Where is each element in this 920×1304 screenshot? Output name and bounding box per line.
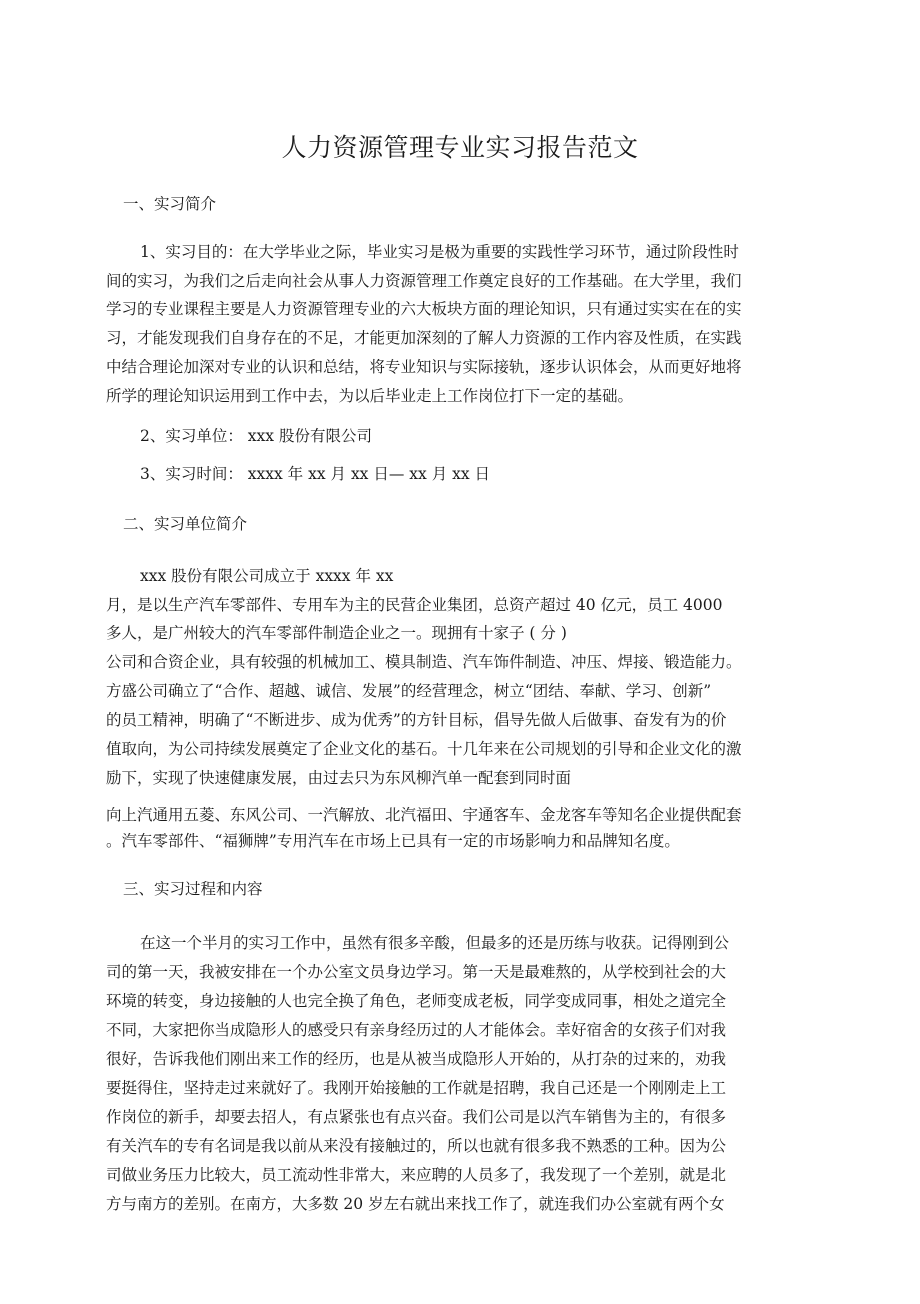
process-line: 司的第一天，我被安排在一个办公室文员身边学习。第一天是最难熬的，从学校到社会的大 (106, 963, 727, 981)
internship-time: 3、实习时间： xxxx 年 xx 月 xx 日— xx 月 xx 日 (140, 465, 491, 483)
purpose-line: 学习的专业课程主要是人力资源管理专业的六大板块方面的理论知识，只有通过实实在在的实 (106, 300, 742, 318)
section-heading-intro: 一、实习简介 (123, 195, 217, 213)
company-line: 的员工精神，明确了“不断进步、成为优秀”的方针目标，倡导先做人后做事、奋发有为的价 (106, 711, 727, 729)
process-line: 要挺得住，坚持走过来就好了。我刚开始接触的工作就是招聘，我自己还是一个刚刚走上工 (106, 1079, 727, 1097)
process-line: 司做业务压力比较大，员工流动性非常大，来应聘的人员多了，我发现了一个差别，就是北 (106, 1166, 727, 1184)
purpose-line: 间的实习，为我们之后走向社会从事人力资源管理工作奠定良好的工作基础。在大学里，我们 (106, 272, 742, 290)
company-line: 向上汽通用五菱、东风公司、一汽解放、北汽福田、宇通客车、金龙客车等知名企业提供配套 (106, 806, 742, 824)
company-line: 方盛公司确立了“合作、超越、诚信、发展”的经营理念，树立“团结、奉献、学习、创新” (106, 682, 712, 700)
company-line: 励下，实现了快速健康发展，由过去只为东风柳汽单一配套到同时面 (106, 769, 572, 787)
process-line: 环境的转变，身边接触的人也完全换了角色，老师变成老板，同学变成同事，相处之道完全 (106, 992, 727, 1010)
company-line: 公司和合资企业，具有较强的机械加工、模具制造、汽车饰件制造、冲压、焊接、锻造能力。 (106, 653, 742, 671)
company-line: 值取向，为公司持续发展奠定了企业文化的基石。十几年来在公司规划的引导和企业文化的激 (106, 740, 742, 758)
section-heading-company: 二、实习单位简介 (123, 515, 248, 533)
purpose-line: 1、实习目的：在大学毕业之际，毕业实习是极为重要的实践性学习环节，通过阶段性时 (140, 243, 739, 261)
company-line: 多人，是广州较大的汽车零部件制造企业之一。现拥有十家子 ( 分 ) (106, 624, 567, 642)
company-line: 。汽车零部件、“福狮牌”专用汽车在市场上已具有一定的市场影响力和品牌知名度。 (106, 832, 680, 850)
company-line: 月，是以生产汽车零部件、专用车为主的民营企业集团，总资产超过 40 亿元，员工 4000 (106, 596, 723, 614)
process-line: 不同，大家把你当成隐形人的感受只有亲身经历过的人才能体会。幸好宿舍的女孩子们对我 (106, 1021, 727, 1039)
purpose-line: 所学的理论知识运用到工作中去，为以后毕业走上工作岗位打下一定的基础。 (106, 387, 634, 405)
purpose-line: 中结合理论加深对专业的认识和总结，将专业知识与实际接轨，逐步认识体会，从而更好地将 (106, 358, 742, 376)
process-line: 方与南方的差别。在南方，大多数 20 岁左右就出来找工作了，就连我们办公室就有两个女 (106, 1195, 725, 1213)
document-title: 人力资源管理专业实习报告范文 (281, 133, 639, 162)
process-line: 有关汽车的专有名词是我以前从来没有接触过的，所以也就有很多我不熟悉的工种。因为公 (106, 1137, 727, 1155)
process-line: 在这一个半月的实习工作中，虽然有很多辛酸，但最多的还是历练与收获。记得刚到公 (140, 934, 730, 952)
process-line: 作岗位的新手，却要去招人，有点紧张也有点兴奋。我们公司是以汽车销售为主的，有很多 (106, 1108, 727, 1126)
internship-unit: 2、实习单位： xxx 股份有限公司 (140, 427, 372, 445)
purpose-line: 习，才能发现我们自身存在的不足，才能更加深刻的了解人力资源的工作内容及性质，在实践 (106, 329, 742, 347)
company-line: xxx 股份有限公司成立于 xxxx 年 xx (140, 567, 394, 585)
section-heading-process: 三、实习过程和内容 (123, 880, 263, 898)
process-line: 很好，告诉我他们刚出来工作的经历，也是从被当成隐形人开始的，从打杂的过来的，劝我 (106, 1050, 727, 1068)
